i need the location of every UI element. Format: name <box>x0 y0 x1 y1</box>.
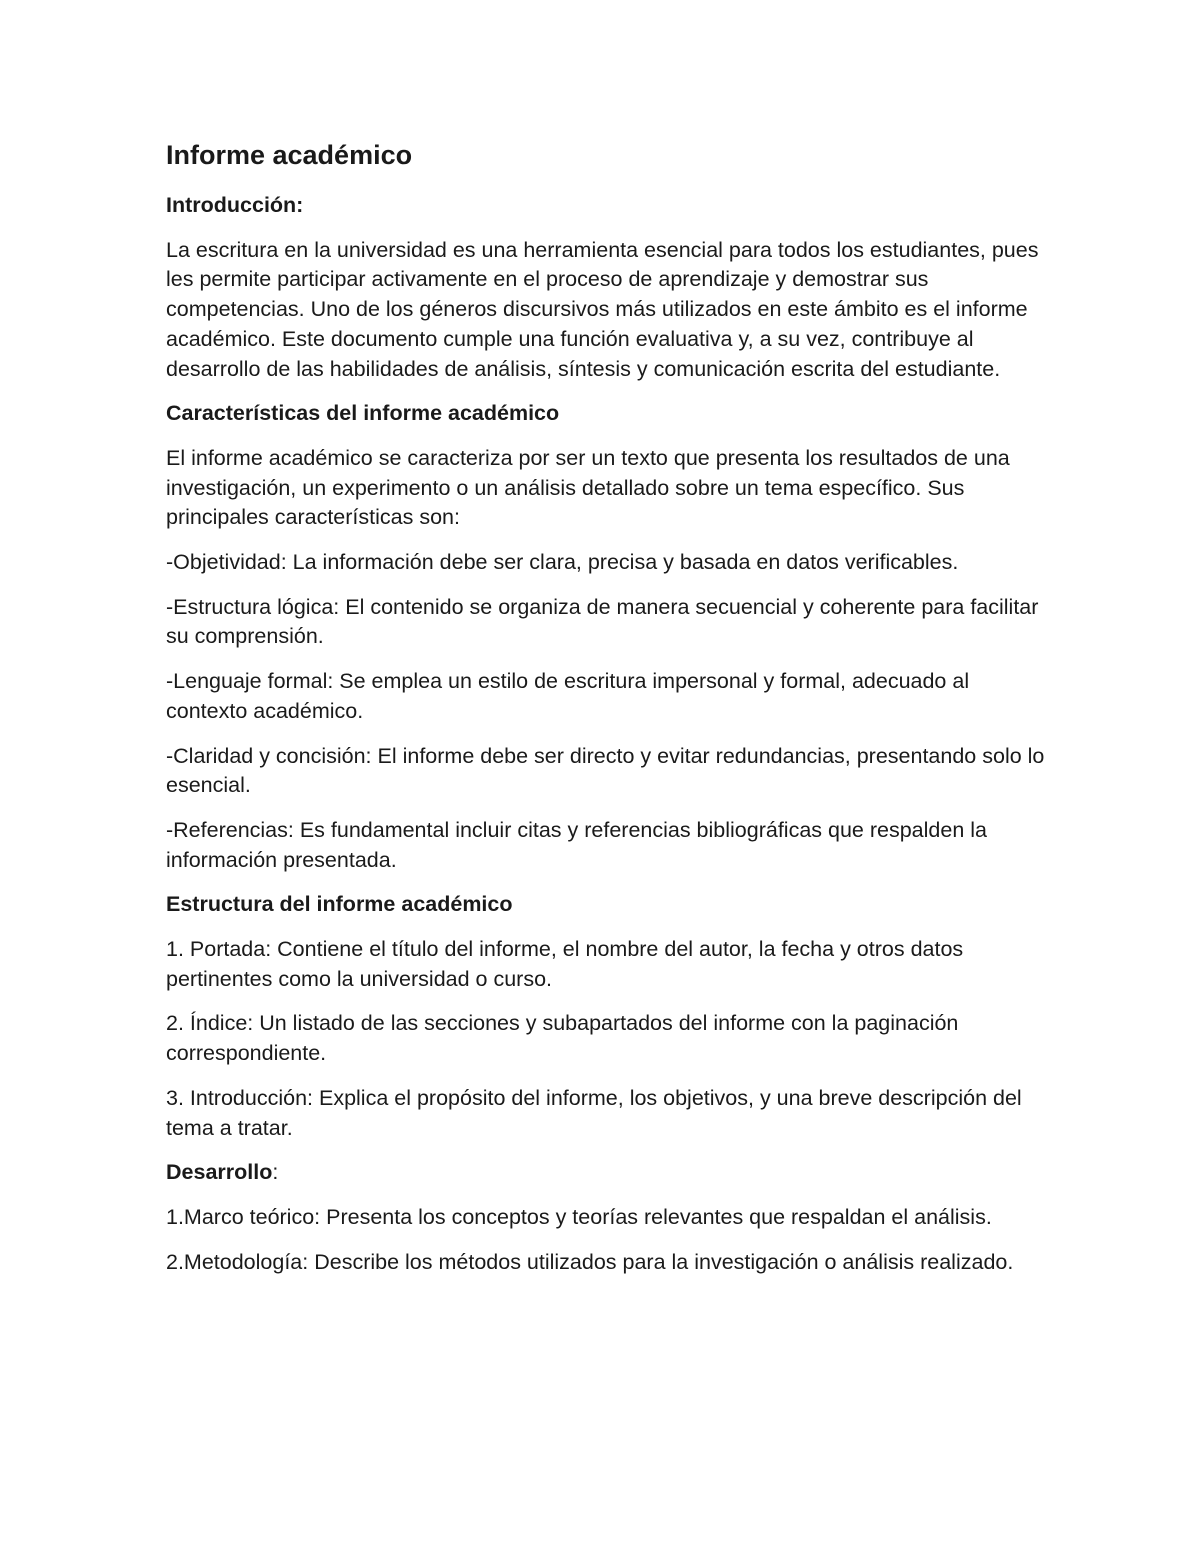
development-item-marco: 1.Marco teórico: Presenta los conceptos y teorías relevantes que respaldan el análisis. <box>166 1204 992 1229</box>
development-heading-text: Desarrollo <box>166 1160 273 1185</box>
intro-heading: Introducción: <box>166 193 304 217</box>
characteristic-item-estructura: -Estructura lógica: El contenido se organiza de manera secuencial y coherente para facilitar su comprensión. <box>166 594 1039 649</box>
document-page <box>166 138 1046 1292</box>
development-heading <box>166 1158 1046 1188</box>
structure-item-introduccion: 3. Introducción: Explica el propósito del informe, los objetivos, y una breve descripción del tema a tratar. <box>166 1085 1022 1140</box>
document-title: Informe académico <box>166 140 413 170</box>
intro-paragraph: La escritura en la universidad es una herramienta esencial para todos los estudiantes, pues les permite participar activamente en el proceso de aprendizaje y demostrar sus competencias. Uno de los géneros discursivos más utilizados en este ámbito es el informe académico. Este documento cumple una función evaluativa y, a su vez, contribuye al desarrollo de las habilidades de análisis, síntesis y comunicación escrita del estudiante. <box>166 237 1039 381</box>
characteristic-item-claridad: -Claridad y concisión: El informe debe ser directo y evitar redundancias, presentando solo lo esencial. <box>166 743 1045 798</box>
characteristic-item-objetividad: -Objetividad: La información debe ser clara, precisa y basada en datos verificables. <box>166 550 959 575</box>
development-heading-colon: : <box>272 1160 279 1185</box>
structure-item-indice: 2. Índice: Un listado de las secciones y subapartados del informe con la paginación correspondiente. <box>166 1011 959 1066</box>
structure-item-portada: 1. Portada: Contiene el título del informe, el nombre del autor, la fecha y otros datos pertinentes como la universidad o curso. <box>166 937 964 991</box>
development-item-metodologia: 2.Metodología: Describe los métodos utilizados para la investigación o análisis realizado. <box>166 1249 1014 1274</box>
characteristics-heading: Características del informe académico <box>166 401 560 426</box>
characteristic-item-referencias: -Referencias: Es fundamental incluir citas y referencias bibliográficas que respalden la información presentada. <box>166 817 987 872</box>
structure-heading: Estructura del informe académico <box>166 892 513 917</box>
characteristic-item-lenguaje: -Lenguaje formal: Se emplea un estilo de escritura impersonal y formal, adecuado al contexto académico. <box>166 669 970 723</box>
characteristics-paragraph: El informe académico se caracteriza por ser un texto que presenta los resultados de una investigación, un experimento o un análisis detallado sobre un tema específico. Sus principales características son: <box>166 445 1010 530</box>
